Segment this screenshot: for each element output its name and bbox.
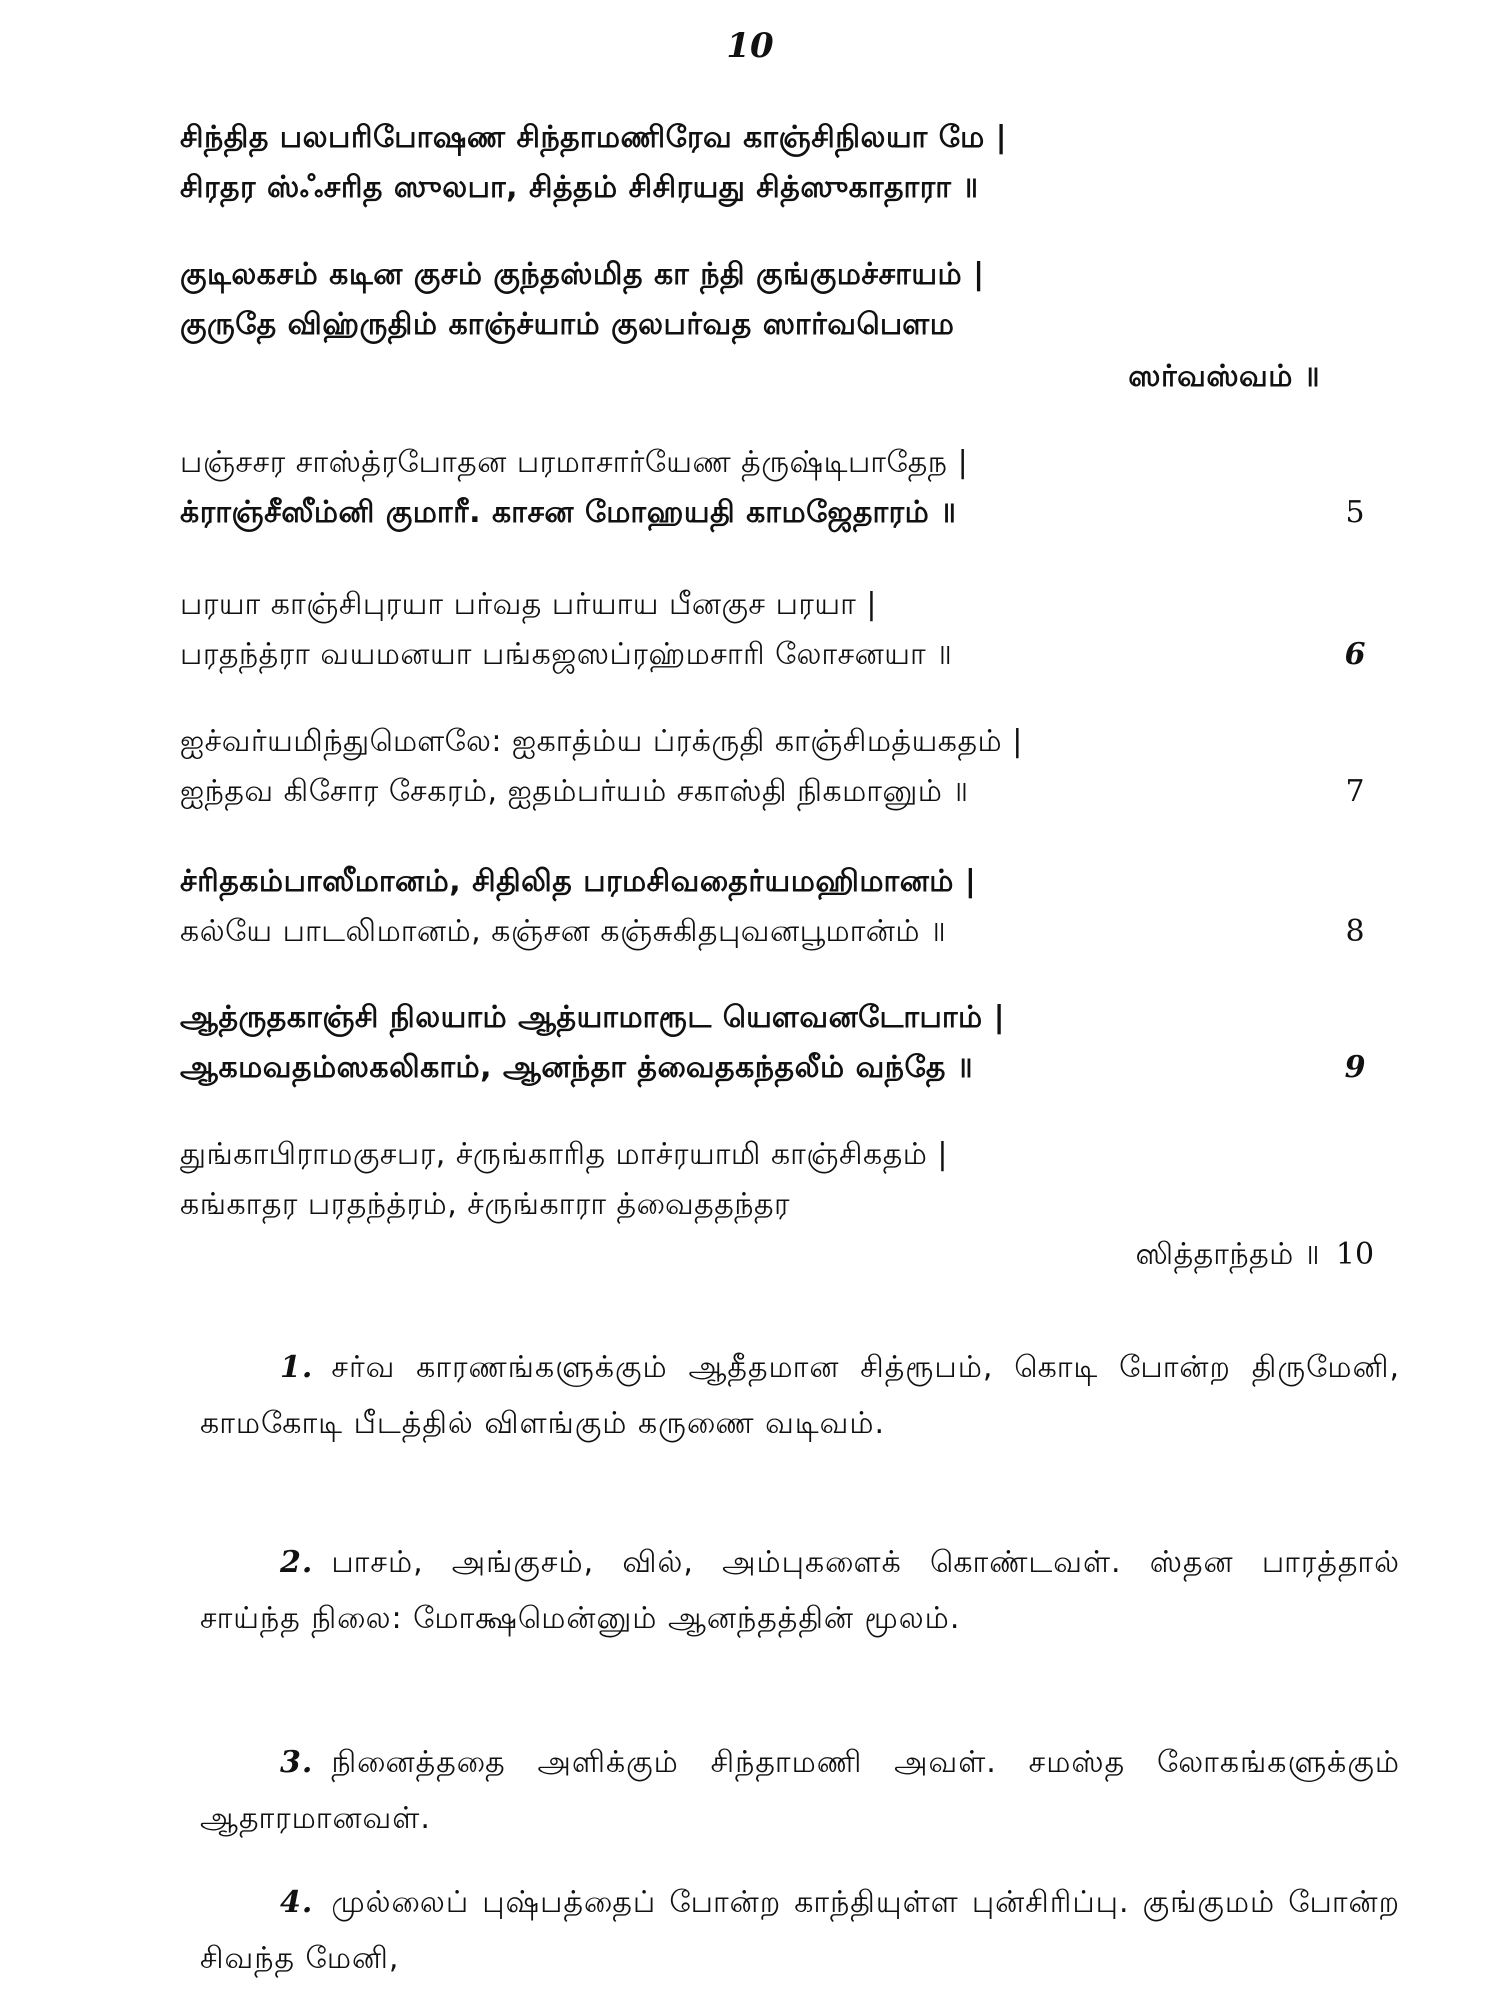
verse-1-line-2: சிரதர ஸ்ஃசரித ஸுலபா, சித்தம் சிசிரயது சித்ஸுகாதாரா ॥ — [180, 170, 979, 205]
verse-number-6: 6 — [1344, 637, 1366, 672]
verse-9-line-1: ஆத்ருதகாஞ்சி நிலயாம் ஆத்யாமாரூட யௌவனடோபாம் | — [180, 1000, 1006, 1035]
commentary-number: 1. — [280, 1350, 314, 1385]
verse-number-9: 9 — [1344, 1050, 1366, 1085]
commentary-text: பாசம், அங்குசம், வில், அம்புகளைக் கொண்டவள். ஸ்தன பாரத்தால் சாய்ந்த நிலை: மோக்ஷமென்னும் ஆனந்தத்தின் மூலம். — [200, 1545, 1400, 1636]
verse-5-line-1: பஞ்சசர சாஸ்த்ரபோதன பரமாசார்யேண த்ருஷ்டிபாதேந | — [180, 445, 969, 480]
commentary-text: சர்வ காரணங்களுக்கும் ஆதீதமான சித்ரூபம், கொடி போன்ற திருமேனி, காமகோடி பீடத்தில் விளங்கும் கருணை வடிவம். — [200, 1350, 1400, 1441]
verse-9-line-2: ஆகமவதம்ஸகலிகாம், ஆனந்தா த்வைதகந்தலீம் வந்தே ॥ — [180, 1050, 973, 1085]
verse-1-line-1: சிந்தித பலபரிபோஷண சிந்தாமணிரேவ காஞ்சிநிலயா மே | — [180, 120, 1008, 155]
verse-8-line-2: கல்யே பாடலிமானம், கஞ்சன கஞ்சுகிதபுவனபூமான்ம் ॥ — [180, 914, 947, 949]
verse-number-5: 5 — [1345, 495, 1365, 530]
verse-8-line-1: ச்ரிதகம்பாஸீமானம், சிதிலித பரமசிவதைர்யமஹிமானம் | — [180, 864, 977, 899]
verse-2-line-2: குருதே விஹ்ருதிம் காஞ்ச்யாம் குலபர்வத ஸார்வபௌம — [180, 307, 955, 342]
commentary-number: 2. — [280, 1545, 314, 1580]
verse-2-continuation: ஸர்வஸ்வம் ॥ — [1128, 359, 1320, 394]
page-number: 10 — [726, 26, 774, 66]
verse-number-7: 7 — [1345, 774, 1365, 809]
verse-10-line-1: துங்காபிராமகுசபர, ச்ருங்காரித மாச்ரயாமி காஞ்சிகதம் | — [180, 1137, 949, 1172]
commentary-number: 3. — [280, 1745, 314, 1780]
commentary-text: முல்லைப் புஷ்பத்தைப் போன்ற காந்தியுள்ள புன்சிரிப்பு. குங்குமம் போன்ற சிவந்த மேனி, — [200, 1885, 1400, 1976]
verse-2-line-1: குடிலகசம் கடின குசம் குந்தஸ்மித கா ந்தி குங்குமச்சாயம் | — [180, 257, 985, 292]
verse-5-line-2: க்ராஞ்சீஸீம்னி குமாரீ. காசன மோஹயதி காமஜேதாரம் ॥ — [180, 495, 957, 530]
verse-6-line-2: பரதந்த்ரா வயமனயா பங்கஜஸப்ரஹ்மசாரி லோசனயா ॥ — [180, 637, 953, 672]
verse-number-10: 10 — [1335, 1237, 1375, 1272]
verse-7-line-1: ஐச்வர்யமிந்துமௌலே: ஐகாத்ம்ய ப்ரக்ருதி காஞ்சிமத்யகதம் | — [180, 724, 1023, 759]
commentary-paragraph-3 — [200, 1735, 1400, 1847]
verse-number-8: 8 — [1345, 914, 1365, 949]
verse-10-continuation: ஸித்தாந்தம் ॥ — [1135, 1237, 1320, 1272]
commentary-paragraph-4 — [200, 1875, 1400, 1987]
commentary-paragraph-2 — [200, 1535, 1400, 1647]
verse-10-line-2: கங்காதர பரதந்த்ரம், ச்ருங்காரா த்வைததந்தர — [180, 1187, 791, 1222]
verse-6-line-1: பரயா காஞ்சிபுரயா பர்வத பர்யாய பீனகுச பரயா | — [180, 587, 877, 622]
commentary-text: நினைத்ததை அளிக்கும் சிந்தாமணி அவள். சமஸ்த லோகங்களுக்கும் ஆதாரமானவள். — [200, 1745, 1400, 1836]
commentary-paragraph-1 — [200, 1340, 1400, 1452]
commentary-number: 4. — [280, 1885, 314, 1920]
verse-7-line-2: ஐந்தவ கிசோர சேகரம், ஐதம்பர்யம் சகாஸ்தி நிகமானும் ॥ — [180, 774, 969, 809]
